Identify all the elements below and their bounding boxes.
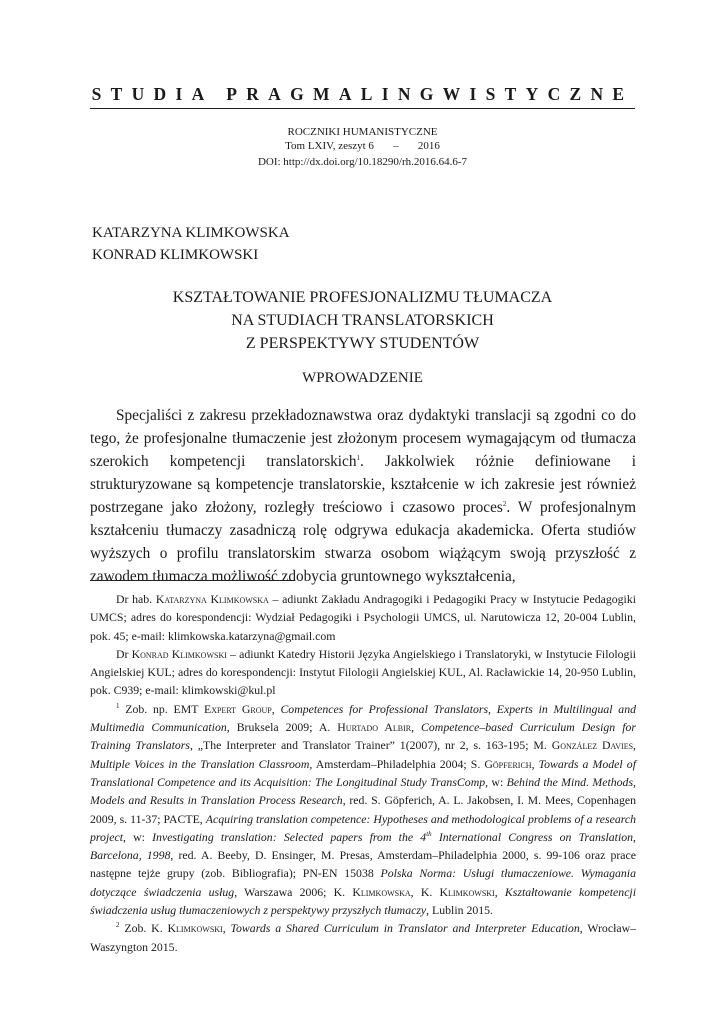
fn-sc: Expert Group: [204, 701, 272, 716]
fn-text: , red. A. Beeby, D. Ensinger, M. Presas, Amsterdam–Philadelphia 2000, s. 99-106 oraz prace następne tejże grupy (zob. Bibliografia); PN-EN 15038: [90, 848, 636, 881]
fn-text: , Amsterdam–Philadelphia 2004; S.: [309, 756, 485, 771]
journal-title: STUDIA PRAGMALINGWISTYCZNE: [91, 84, 634, 104]
footnote-number: 2: [116, 921, 120, 930]
paragraph: [90, 404, 636, 588]
body-s3: . W profesjonalnym kształceniu tłumaczy zasadniczą rolę odgrywa edukacja akademicka. Oferta studiów wyższych o profilu translatorskim stwarza osobom wiążącym swoją przyszłość z zawodem tłumacza możliwość zdobycia gruntownego wykształcenia,: [90, 499, 636, 585]
author-note-1: [90, 590, 636, 645]
fn-text: ,: [271, 701, 281, 716]
footnote-ref-1: 1: [356, 453, 360, 462]
fn-italic: Kształtowanie kompetencji świadczenia usług tłumaczeniowych z perspektywy przyszłych tłumaczy: [90, 884, 636, 918]
author-name: Katarzyna Klimkowska: [155, 592, 269, 606]
fn-italic: Competence–based Curriculum Design for Training Translators: [90, 720, 636, 753]
fn-text: – adiunkt Katedry Historii Języka Angielskiego i Translatoryki, w Instytucie Filologii Angielskiej KUL; adres do korespondencji: Instytut Filologii Angielskiej KUL, Al. Racławickie 14, 20-950 Lublin, pok. C939; e-mail: klimkowski@kul.pl: [90, 646, 636, 698]
fn-text: , Bruksela 2009; A.: [226, 720, 338, 735]
fn-text: , w:: [122, 829, 153, 844]
author-2: KONRAD KLIMKOWSKI: [92, 247, 259, 263]
title-line-3: Z PERSPEKTYWY STUDENTÓW: [245, 335, 480, 352]
fn-sc: Klimkowski: [439, 884, 495, 899]
series-name: ROCZNIKI HUMANISTYCZNE: [287, 126, 438, 138]
fn-italic: Behind the Mind. Methods, Models and Results in Translation Process Research: [90, 774, 636, 808]
fn-sc: González Davies: [551, 738, 634, 753]
body-s2: . Jakkolwiek różnie definiowane i strukturyzowane są kompetencje translatorskie, kształcenie w ich zakresie jest również postrzegane jako złożony, rozległy treściowo i czasowo proces: [90, 453, 636, 516]
fn-text: , K.: [410, 884, 440, 899]
fn-sc: Klimkowska: [352, 884, 411, 899]
fn-text: , Lublin 2015.: [426, 903, 494, 918]
authors: [92, 222, 290, 266]
fn-italic: Multiple Voices in the Translation Classroom: [90, 756, 310, 771]
body-s1: Specjaliści z zakresu przekładoznawstwa oraz dydaktyki translacji są zgodni co do tego, że profesjonalne tłumaczenie jest złożonym procesem wymagającym od tłumacza szerokich kompetencji translatorskich: [90, 407, 636, 470]
fn-sc: Klimkowski: [167, 921, 223, 936]
body-text: [90, 404, 636, 588]
fn-sc: Hurtado Albir: [337, 720, 412, 735]
fn-text: ,: [494, 884, 505, 899]
fn-text: ,: [222, 921, 231, 936]
footnote-ref-2: 2: [502, 499, 507, 508]
fn-text: , red. S. Göpferich, A. L. Jakobsen, I. M. Mees, Copenhagen 2009, s. 11-37; PACTE,: [90, 793, 636, 826]
fn-text: Dr: [116, 646, 132, 661]
footnote-2: [90, 919, 636, 956]
footnote-number: 1: [116, 701, 120, 710]
footnote-rule: [90, 580, 295, 581]
doi: DOI: http://dx.doi.org/10.18290/rh.2016.64.6-7: [257, 156, 468, 168]
fn-text: , Warszawa 2006; K.: [234, 884, 353, 899]
author-note-2: [90, 645, 636, 700]
fn-italic: Towards a Shared Curriculum in Translator and Interpreter Education: [230, 921, 580, 936]
fn-italic: Acquiring translation competence: Hypotheses and methodological problems of a research project: [90, 811, 636, 844]
fn-text: Zob. K.: [119, 921, 168, 936]
footnotes: [90, 590, 636, 956]
fn-text: , „The Interpreter and Translator Trainer” 1(2007), nr 2, s. 163-195; M.: [189, 738, 552, 753]
author-1: KATARZYNA KLIMKOWSKA: [92, 225, 290, 241]
fn-sc: Göpferich: [484, 756, 532, 771]
title-line-2: NA STUDIACH TRANSLATORSKICH: [231, 312, 494, 329]
fn-text: , Wrocław–Waszyngton 2015.: [90, 921, 636, 954]
fn-italic-sup: th: [426, 829, 432, 838]
fn-text: ,: [633, 738, 636, 753]
fn-italic: Towards a Model of Translational Competence and its Acquisition: The Longitudinal Study TransComp: [90, 756, 636, 789]
header-rule: [90, 108, 635, 109]
fn-text: ,: [411, 720, 422, 735]
fn-italic: Competences for Professional Translators, Experts in Multilingual and Multimedia Communication: [90, 701, 636, 735]
author-name: Konrad Klimkowski: [131, 646, 227, 661]
fn-text: ,: [531, 756, 539, 771]
fn-text: , w:: [485, 774, 507, 789]
title-line-1: KSZTAŁTOWANIE PROFESJONALIZMU TŁUMACZA: [172, 289, 553, 306]
fn-text: Dr hab.: [116, 592, 156, 606]
fn-italic: Polska Norma: Usługi tłumaczeniowe. Wymagania dotyczące świadczenia usług: [90, 866, 636, 899]
section-heading: WPROWADZENIE: [302, 370, 423, 386]
fn-text: – adiunkt Zakładu Andragogiki i Pedagogiki Pracy w Instytucie Pedagogiki UMCS; adres do korespondencji: Wydział Pedagogiki i Psychologii UMCS, ul. Narutowicza 12, 20-004 Lublin, pok. 45; e-mail: klimkowska.katarzyna@gmail.com: [90, 592, 636, 643]
volume-info: Tom LXIV, zeszyt 6 – 2016: [285, 140, 440, 152]
fn-italic: International Congress on Translation, Barcelona, 1998: [90, 829, 636, 863]
footnote-1: [90, 700, 636, 920]
article-title: [0, 286, 725, 355]
fn-text: Zob. np. EMT: [119, 701, 204, 716]
fn-italic: Investigating translation: Selected papers from the 4: [152, 829, 427, 844]
